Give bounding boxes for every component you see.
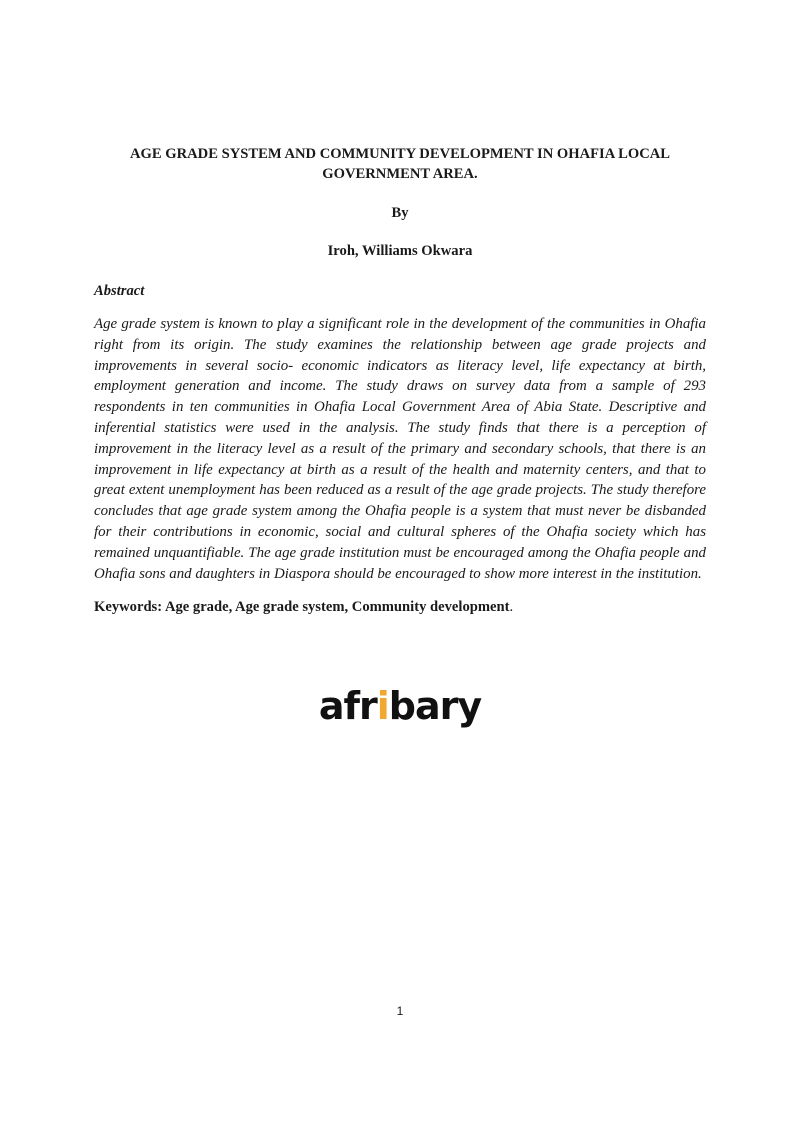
paper-title: AGE GRADE SYSTEM AND COMMUNITY DEVELOPMENT IN OHAFIA LOCAL GOVERNMENT AREA. — [129, 146, 671, 182]
watermark-part: afr — [318, 684, 377, 729]
keywords-text: Keywords: Age grade, Age grade system, Community development — [94, 599, 510, 616]
byline: By — [391, 205, 409, 221]
watermark-part: bary — [388, 684, 482, 729]
abstract-heading: Abstract — [94, 283, 145, 299]
page-number: 1 — [396, 1004, 404, 1018]
page-content — [94, 144, 706, 729]
keywords — [94, 598, 706, 616]
keywords-period: . — [509, 599, 514, 616]
author-name: Iroh, Williams Okwara — [327, 243, 473, 259]
abstract-text: Age grade system is known to play a significant role in the development of the communities in Ohafia right from its origin. The study examines the relationship between age grade projects and improvements in several socio- economic indicators as literacy level, life expectancy at birth, employment generation and income. The study draws on survey data from a sample of 293 respondents in ten communities in Ohafia Local Government Area of Abia State. Descriptive and inferential statistics were used in the analysis. The study finds that there is a perception of improvement in the literacy level as a result of the primary and secondary schools, that there is an improvement in life expectancy at birth as a result of the health and maternity centers, and that to great extent unemployment has been reduced as a result of the age grade projects. The study therefore concludes that age grade system among the Ohafia people is a system that must never be disbanded for their contributions in economic, social and cultural spheres of the Ohafia society which has remained unquantifiable. The age grade institution must be encouraged among the Ohafia people and Ohafia sons and daughters in Diaspora should be encouraged to show more interest in the institution. — [94, 316, 706, 582]
watermark-pencil-i: i — [376, 684, 389, 729]
afribary-watermark-logo — [94, 684, 706, 729]
